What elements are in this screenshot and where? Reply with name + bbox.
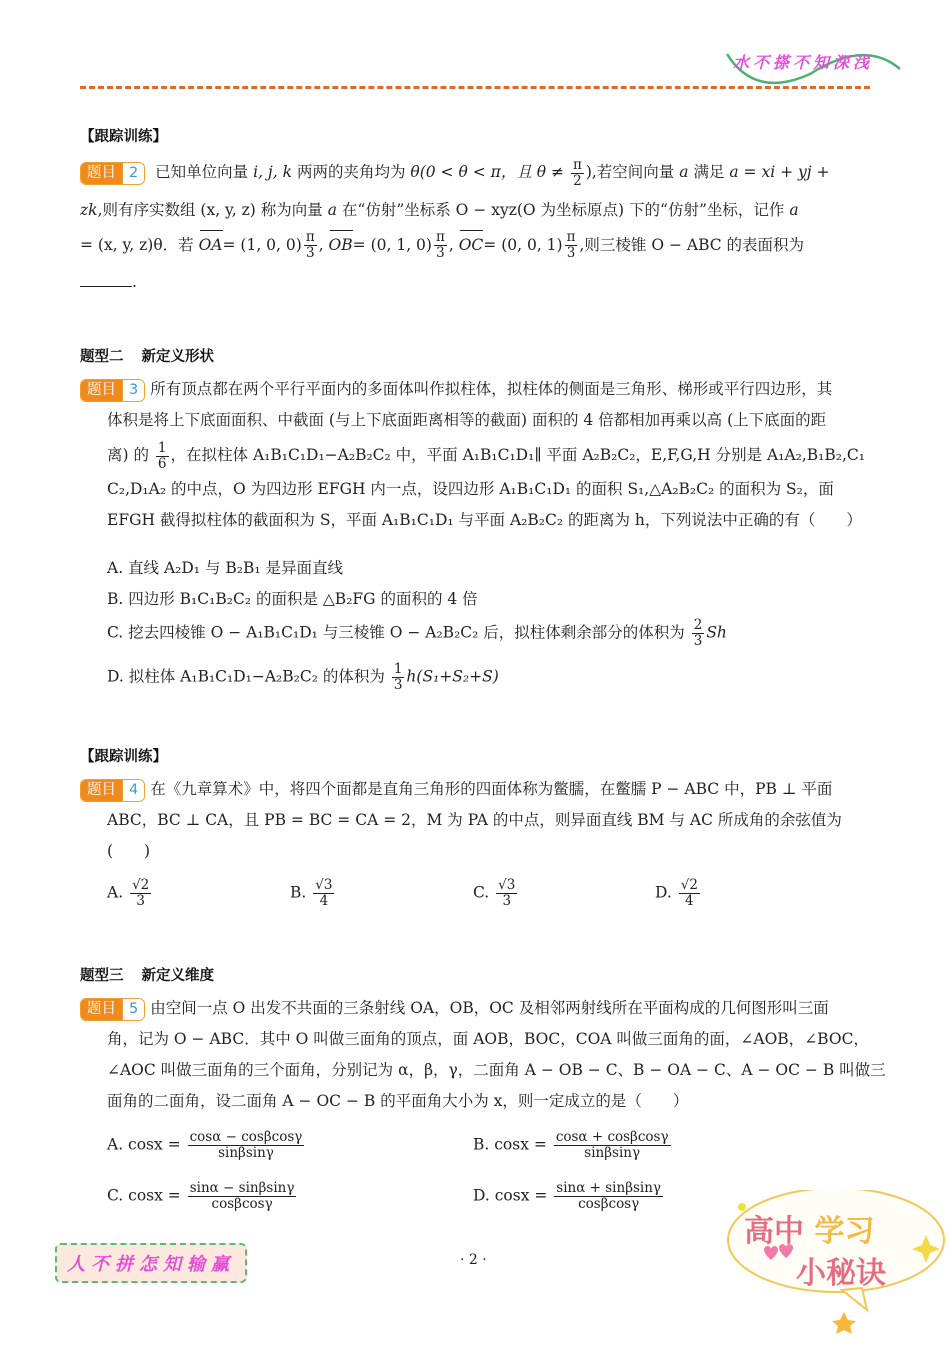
study-tips-sticker: [722, 1190, 950, 1344]
section-name: 新定义维度: [141, 968, 214, 984]
section-title-tracking-2: 【跟踪训练】: [80, 749, 167, 765]
badge-number: 3: [122, 380, 144, 401]
fraction: [565, 230, 578, 261]
math: h(S₁+S₂+S): [406, 667, 499, 686]
question-2: [80, 157, 870, 298]
text: D. 拟柱体 A₁B₁C₁D₁−A₂B₂C₂ 的体积为: [107, 667, 385, 686]
q5-line-4: 面角的二面角，设二面角 A − OC − B 的平面角大小为 x，则一定成立的是（ ）: [107, 1092, 689, 1110]
q4-line-1: [80, 774, 870, 805]
q5-line-3: ∠AOC 叫做三面角的三个面角，分别记为 α，β，γ，二面角 A − OB − C、B − OA − C、A − OC − B 叫做三: [107, 1061, 886, 1079]
text: 已知单位向量: [155, 163, 249, 181]
numerator: √2: [680, 877, 698, 893]
q5-line-2: 角，记为 O − ABC．其中 O 叫做三面角的顶点，面 AOB，BOC，COA 叫做三面角的面，∠AOB，∠BOC，: [107, 1030, 869, 1048]
numerator: π: [572, 156, 582, 173]
q4-option-b[interactable]: [290, 878, 336, 909]
fraction: [434, 230, 447, 261]
option-label: B.: [290, 883, 307, 902]
badge-label: 题目: [81, 380, 122, 401]
option-label: C.: [473, 883, 490, 902]
text: ，在拟柱体 A₁B₁C₁D₁−A₂B₂C₂ 中，平面 A₁B₁C₁D₁∥ 平面 A₂B₂C₂，E,F,G,H 分别是 A₁A₂,B₁B₂,C₁: [170, 446, 866, 464]
denominator: sinβsinγ: [584, 1145, 641, 1161]
q2-line-1: [80, 157, 870, 189]
denominator: 6: [157, 455, 167, 472]
vector-oc: OC: [459, 230, 484, 261]
numerator: sinα − sinβsinγ: [189, 1180, 295, 1196]
denominator: 3: [566, 245, 576, 261]
badge-label: 题目: [81, 163, 122, 184]
text: = (1, 0, 0): [222, 235, 302, 254]
denominator: 2: [573, 172, 582, 189]
q3-option-b[interactable]: B. 四边形 B₁C₁B₂C₂ 的面积是 △B₂FG 的面积的 4 倍: [107, 590, 478, 608]
text: 所有顶点都在两个平行平面内的多面体叫作拟柱体，拟柱体的侧面是三角形、梯形或平行四边形，其: [150, 380, 833, 398]
math: Sh: [706, 623, 727, 642]
math: zk: [80, 200, 98, 219]
option-label: D. cosx =: [473, 1186, 548, 1205]
question-badge: [80, 779, 145, 802]
fraction: [692, 618, 705, 649]
text: .: [132, 273, 137, 291]
denominator: sinβsinγ: [218, 1145, 274, 1161]
section-title-tracking-1: 【跟踪训练】: [80, 129, 167, 145]
vector-oa: OA: [199, 230, 223, 261]
fraction: [188, 1181, 297, 1212]
q3-option-c[interactable]: [107, 618, 727, 649]
header-divider: [80, 86, 870, 89]
badge-label: 题目: [81, 780, 122, 801]
question-4: [80, 774, 870, 867]
fraction: [130, 878, 151, 909]
denominator: 3: [693, 633, 703, 649]
question-badge: [80, 379, 145, 402]
fraction: [571, 158, 584, 189]
q5-option-c[interactable]: [107, 1181, 298, 1212]
q4-option-c[interactable]: [473, 878, 519, 909]
text: 两两的夹角均为: [296, 163, 406, 181]
sticker-text: 高中: [744, 1214, 804, 1249]
numerator: 1: [393, 661, 403, 677]
footer-motto: 人不拼怎知输赢: [55, 1243, 247, 1283]
q5-option-b[interactable]: [473, 1130, 673, 1161]
denominator: 3: [305, 245, 315, 261]
option-label: A.: [107, 883, 124, 902]
q2-line-3: = (x, y, z)θ．若 OA= (1, 0, 0) $\frac{\pi}{3}$ , OB= (0, 1, 0) $\frac{\pi}{3}$ , OC= (0, 0, 1) $\frac{\pi}{3}$ ,则三棱锥 O − ABC 的表面积为: [80, 229, 805, 261]
denominator: 3: [436, 245, 445, 261]
text: 在《九章算术》中，将四个面都是直角三角形的四面体称为鳖臑，在鳖臑 P − ABC 中，PB ⊥ 平面: [150, 780, 833, 798]
option-label: A. cosx =: [107, 1135, 181, 1154]
numerator: √3: [498, 877, 516, 893]
numerator: 2: [693, 617, 703, 633]
q3-line-4: C₂,D₁A₂ 的中点，O 为四边形 EFGH 内一点，设四边形 A₁B₁C₁D₁ 的面积 S₁,△A₂B₂C₂ 的面积为 S₂，面: [107, 479, 834, 498]
q2-line-4: [80, 267, 870, 298]
fraction: [188, 1130, 305, 1161]
denominator: 4: [685, 893, 694, 909]
text: = (x, y, z)θ．若: [80, 235, 194, 254]
q3-line-2: 体积是将上下底面面积、中截面 (与上下底面距离相等的截面) 面积的 4 倍都相加再乘以高 (上下底面的距: [107, 411, 827, 429]
q3-option-d[interactable]: [107, 662, 499, 693]
fraction: [313, 878, 334, 909]
numerator: sinα + sinβsinγ: [556, 1180, 662, 1196]
section-title-type-3: [80, 964, 214, 985]
badge-number: 5: [122, 999, 144, 1020]
option-label: D.: [655, 883, 672, 902]
numerator: √3: [315, 877, 333, 893]
text: = (0, 0, 1): [483, 235, 563, 254]
question-3: [80, 374, 870, 536]
q5-line-1: [80, 993, 870, 1024]
q3-option-a[interactable]: A. 直线 A₂D₁ 与 B₂B₁ 是异面直线: [107, 559, 344, 577]
text: ),若空间向量: [585, 163, 675, 181]
q4-option-a[interactable]: [107, 878, 153, 909]
fraction: [304, 230, 317, 261]
q3-line-5: EFGH 截得拟柱体的截面积为 S，平面 A₁B₁C₁D₁ 与平面 A₂B₂C₂ 的距离为 h，下列说法中正确的有（ ）: [107, 510, 862, 529]
text: 在“仿射”坐标系 O − xyz(O 为坐标原点) 下的“仿射”坐标，记作: [341, 200, 785, 219]
math: a: [327, 200, 337, 219]
question-badge: [80, 998, 145, 1021]
fraction: [554, 1130, 671, 1161]
section-prefix: 题型三: [80, 968, 124, 984]
badge-number: 2: [122, 163, 144, 184]
math: a = xi + yj +: [729, 163, 830, 181]
numerator: 1: [157, 439, 167, 456]
text: ,则三棱锥 O − ABC 的表面积为: [579, 235, 805, 254]
fraction: [554, 1181, 663, 1212]
question-badge: [80, 162, 145, 185]
denominator: cosβcosγ: [578, 1196, 640, 1212]
q5-option-d[interactable]: [473, 1181, 665, 1212]
numerator: π: [305, 229, 315, 245]
text: 满足: [693, 163, 725, 181]
motto-text: 水不搽不知深浅: [733, 53, 874, 72]
text: ,则有序实数组 (x, y, z) 称为向量: [97, 200, 323, 219]
math: i, j, k: [253, 163, 292, 181]
math: a: [789, 200, 799, 219]
question-5: [80, 993, 886, 1117]
q4-option-d[interactable]: [655, 878, 702, 909]
text: C. 挖去四棱锥 O − A₁B₁C₁D₁ 与三棱锥 O − A₂B₂C₂ 后，拟柱体剩余部分的体积为: [107, 623, 685, 642]
text: 由空间一点 O 出发不共面的三条射线 OA，OB，OC 及相邻两射线所在平面构成的几何图形叫三面: [150, 999, 829, 1017]
badge-label: 题目: [81, 999, 122, 1020]
q4-line-3: ( ): [107, 842, 151, 860]
section-title-type-2: [80, 345, 214, 366]
numerator: cosα + cosβcosγ: [555, 1129, 669, 1145]
header-motto: [715, 44, 915, 84]
section-name: 新定义形状: [141, 349, 214, 365]
text: = (0, 1, 0): [352, 235, 432, 254]
fraction: [496, 878, 517, 909]
denominator: 3: [393, 677, 403, 693]
option-label: B. cosx =: [473, 1135, 547, 1154]
badge-number: 4: [122, 780, 144, 801]
q5-option-a[interactable]: [107, 1130, 306, 1161]
numerator: cosα − cosβcosγ: [189, 1129, 303, 1145]
q3-line-1: [80, 374, 870, 405]
numerator: π: [566, 229, 576, 245]
q4-line-2: ABC，BC ⊥ CA，且 PB = BC = CA = 2，M 为 PA 的中点，则异面直线 BM 与 AC 所成角的余弦值为: [107, 811, 842, 829]
sticker-title-line-2: 小秘诀: [796, 1256, 886, 1291]
sticker-title-line-1: [744, 1206, 874, 1250]
fraction: [156, 441, 169, 472]
section-prefix: 题型二: [80, 349, 124, 365]
answer-blank[interactable]: [80, 272, 132, 287]
denominator: 3: [502, 893, 512, 909]
q2-line-2: [80, 195, 870, 226]
fraction: [679, 878, 700, 909]
denominator: cosβcosγ: [211, 1196, 273, 1212]
sticker-text: 学习: [814, 1214, 875, 1249]
numerator: π: [435, 229, 445, 245]
denominator: 4: [319, 893, 329, 909]
denominator: 3: [136, 893, 145, 909]
vector-ob: OB: [329, 230, 353, 261]
q3-line-3: [80, 440, 870, 472]
numerator: √2: [132, 877, 150, 893]
fraction: [392, 662, 405, 693]
text: 离) 的: [107, 446, 149, 464]
page-number: · 2 ·: [460, 1252, 487, 1268]
math: a: [679, 163, 689, 181]
math: θ(0 < θ < π，且 θ ≠: [410, 163, 565, 181]
option-label: C. cosx =: [107, 1186, 181, 1205]
